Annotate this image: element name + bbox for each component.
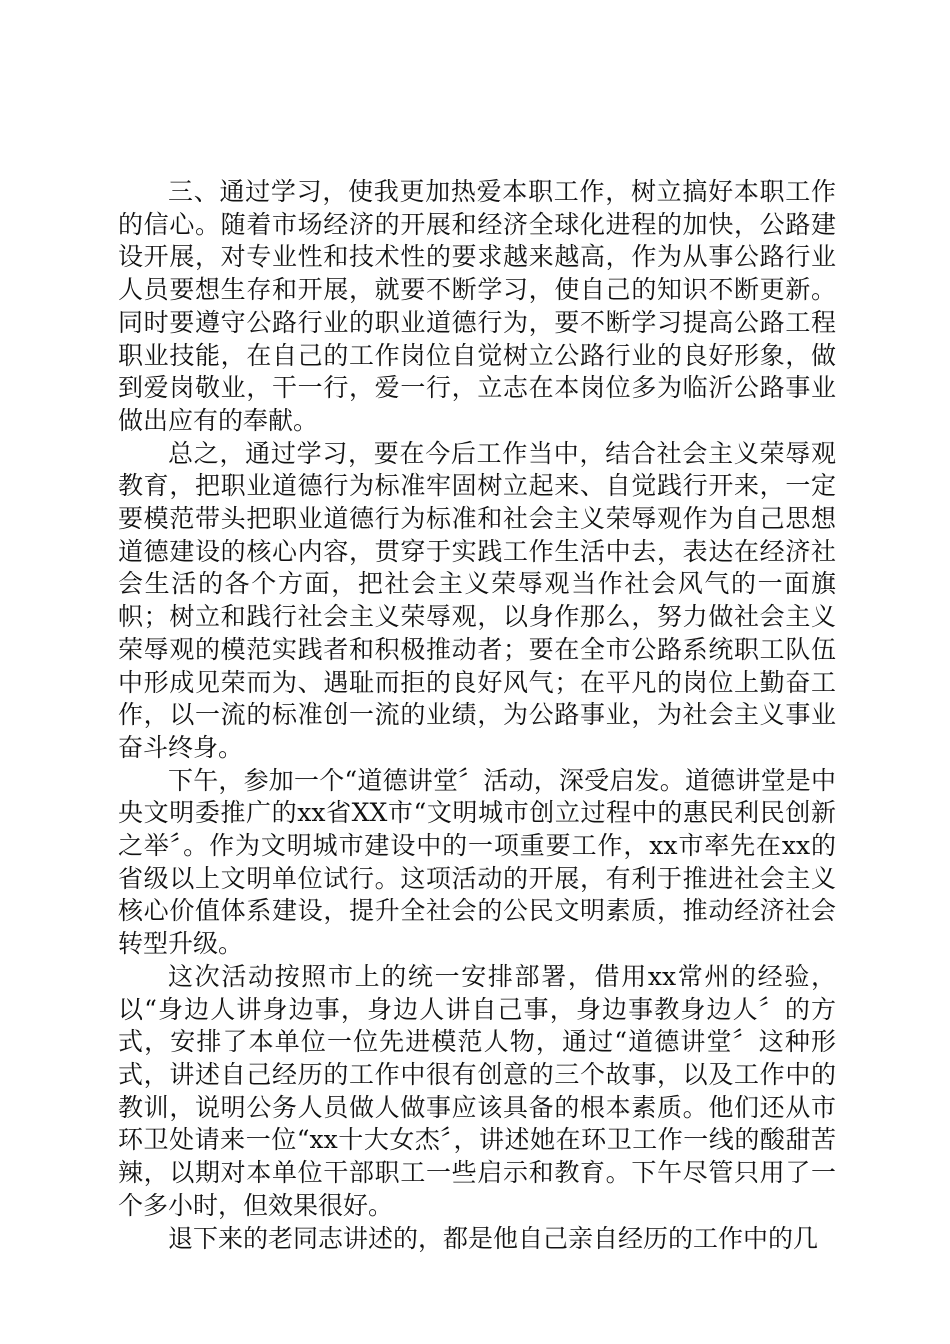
paragraph-4: 这次活动按照市上的统一安排部署，借用xx常州的经验，以“身边人讲身边事，身边人讲自己事，身边事教身边人〞的方式，安排了本单位一位先进模范人物，通过“道德讲堂〞这种形式，讲述自己经历的工作中很有创意的三个故事，以及工作中的教训，说明公务人员做人做事应该具备的根本素质。他们还从市环卫处请来一位“xx十大女杰〞，讲述她在环卫工作一线的酸甜苦辣，以期对本单位干部职工一些启示和教育。下午尽管只用了一个多小时，但效果很好。 bbox=[118, 961, 836, 1220]
document-body bbox=[118, 176, 836, 1255]
paragraph-1: 三、通过学习，使我更加热爱本职工作，树立搞好本职工作的信心。随着市场经济的开展和经济全球化进程的加快，公路建设开展，对专业性和技术性的要求越来越高，作为从事公路行业人员要想生存和开展，就要不断学习，使自己的知识不断更新。同时要遵守公路行业的职业道德行为，要不断学习提高公路工程职业技能，在自己的工作岗位自觉树立公路行业的良好形象，做到爱岗敬业，干一行，爱一行，立志在本岗位多为临沂公路事业做出应有的奉献。 bbox=[118, 177, 836, 435]
paragraph-3: 下午，参加一个“道德讲堂〞活动，深受启发。道德讲堂是中央文明委推广的xx省XX市“文明城市创立过程中的惠民利民创新之举〞。作为文明城市建设中的一项重要工作，xx市率先在xx的省级以上文明单位试行。这项活动的开展，有利于推进社会主义核心价值体系建设，提升全社会的公民文明素质，推动经济社会转型升级。 bbox=[118, 765, 836, 959]
paragraph-5: 退下来的老同志讲述的，都是他自己亲自经历的工作中的几 bbox=[168, 1223, 819, 1253]
paragraph-2: 总之，通过学习，要在今后工作当中，结合社会主义荣辱观教育，把职业道德行为标准牢固树立起来、自觉践行开来，一定要模范带头把职业道德行为标准和社会主义荣辱观作为自己思想道德建设的核心内容，贯穿于实践工作生活中去，表达在经济社会生活的各个方面，把社会主义荣辱观当作社会风气的一面旗帜；树立和践行社会主义荣辱观，以身作那么，努力做社会主义荣辱观的模范实践者和积极推动者；要在全市公路系统职工队伍中形成见荣而为、遇耻而拒的良好风气；在平凡的岗位上勤奋工作，以一流的标准创一流的业绩，为公路事业，为社会主义事业奋斗终身。 bbox=[118, 438, 836, 762]
